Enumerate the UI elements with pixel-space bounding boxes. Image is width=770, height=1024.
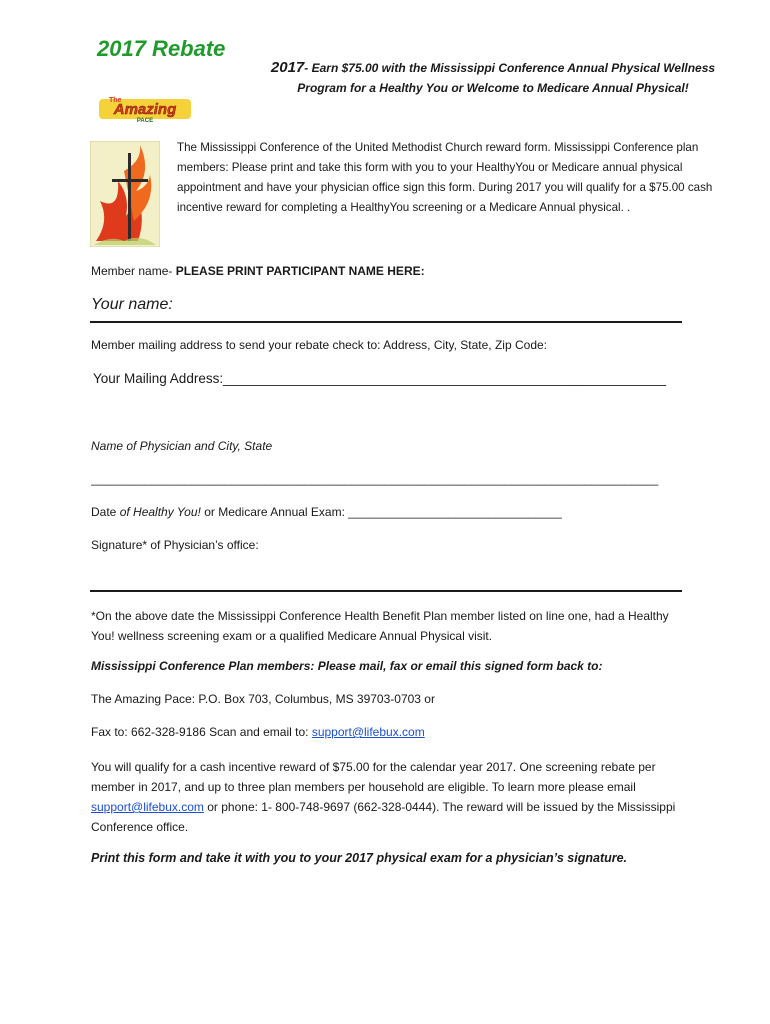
support-email-link[interactable]: support@lifebux.com bbox=[311, 725, 425, 739]
fax-email-line bbox=[91, 725, 425, 739]
cross-flame-emblem bbox=[90, 141, 160, 247]
exam-date-prefix: Date bbox=[91, 505, 120, 519]
final-note: Print this form and take it with you to your 2017 physical exam for a physician’s signature. bbox=[91, 851, 628, 865]
headline-text: - Earn $75.00 with the Mississippi Conference Annual Physical Wellness Program for a Healthy You or Welcome to Medicare Annual Physical! bbox=[297, 61, 716, 95]
exam-date-blank: ________________________________ bbox=[348, 505, 562, 519]
exam-date-suffix: or Medicare Annual Exam: bbox=[200, 505, 349, 519]
your-name-label: Your name: bbox=[91, 296, 173, 313]
qualify-text-1: You will qualify for a cash incentive reward of $75.00 for the calendar year 2017. One screening rebate per member in 2017, and up to three plan members per household are eligible. To learn more please email bbox=[91, 760, 656, 794]
headline-year: 2017 bbox=[270, 59, 305, 76]
intro-paragraph: The Mississippi Conference of the United Methodist Church reward form. Mississippi Conference plan members: Please print and take this form with you to your HealthyYou or Medicare annual physical appointment and have your physician office sign this form. During 2017 you will qualify for a $75.00 cash incentive reward for completing a HealthyYou screening or a Medicare Annual physical. . bbox=[177, 141, 713, 214]
headline bbox=[270, 58, 716, 98]
exam-date-field[interactable] bbox=[91, 505, 562, 519]
physician-label: Name of Physician and City, State bbox=[91, 439, 273, 453]
your-mailing-address-field[interactable] bbox=[93, 371, 666, 386]
support-email-link-2[interactable]: support@lifebux.com bbox=[91, 800, 204, 814]
amazing-pace-logo bbox=[97, 93, 193, 123]
signature-label: Signature* of Physician’s office: bbox=[91, 538, 259, 552]
signature-field-line[interactable] bbox=[90, 590, 682, 592]
fax-text: Fax to: 662-328-9186 Scan and email to: bbox=[91, 725, 312, 739]
member-name-prefix: Member name- bbox=[91, 264, 176, 278]
qualify-paragraph bbox=[91, 757, 691, 837]
mailing-blank-line: ___________________________________________________________ bbox=[223, 371, 667, 386]
your-mailing-label: Your Mailing Address: bbox=[93, 371, 224, 386]
mailing-address: The Amazing Pace: P.O. Box 703, Columbus, MS 39703-0703 or bbox=[91, 692, 435, 706]
svg-text:The: The bbox=[109, 97, 122, 104]
svg-text:Amazing: Amazing bbox=[113, 101, 177, 118]
svg-text:PACE: PACE bbox=[136, 118, 154, 123]
qualify-text-2: or phone: 1- 800-748-9697 (662-328-0444). The reward will be issued by the Mississippi Conference office. bbox=[91, 800, 676, 834]
mailing-address-label: Member mailing address to send your rebate check to: Address, City, State, Zip Code: bbox=[91, 338, 547, 352]
name-field-line[interactable] bbox=[90, 321, 682, 323]
mail-instructions-heading: Mississippi Conference Plan members: Please mail, fax or email this signed form back to: bbox=[91, 659, 603, 673]
rebate-title: 2017 Rebate bbox=[97, 36, 226, 61]
footnote: *On the above date the Mississippi Conference Health Benefit Plan member listed on line one, had a Healthy You! wellness screening exam or a qualified Medicare Annual Physical visit. bbox=[91, 609, 669, 643]
exam-date-italic: of Healthy You! bbox=[119, 505, 201, 519]
member-name-label bbox=[91, 264, 425, 278]
physician-field-line[interactable]: _____________________________________________________________________________________ bbox=[91, 472, 659, 486]
member-name-instruction: PLEASE PRINT PARTICIPANT NAME HERE: bbox=[175, 264, 425, 278]
